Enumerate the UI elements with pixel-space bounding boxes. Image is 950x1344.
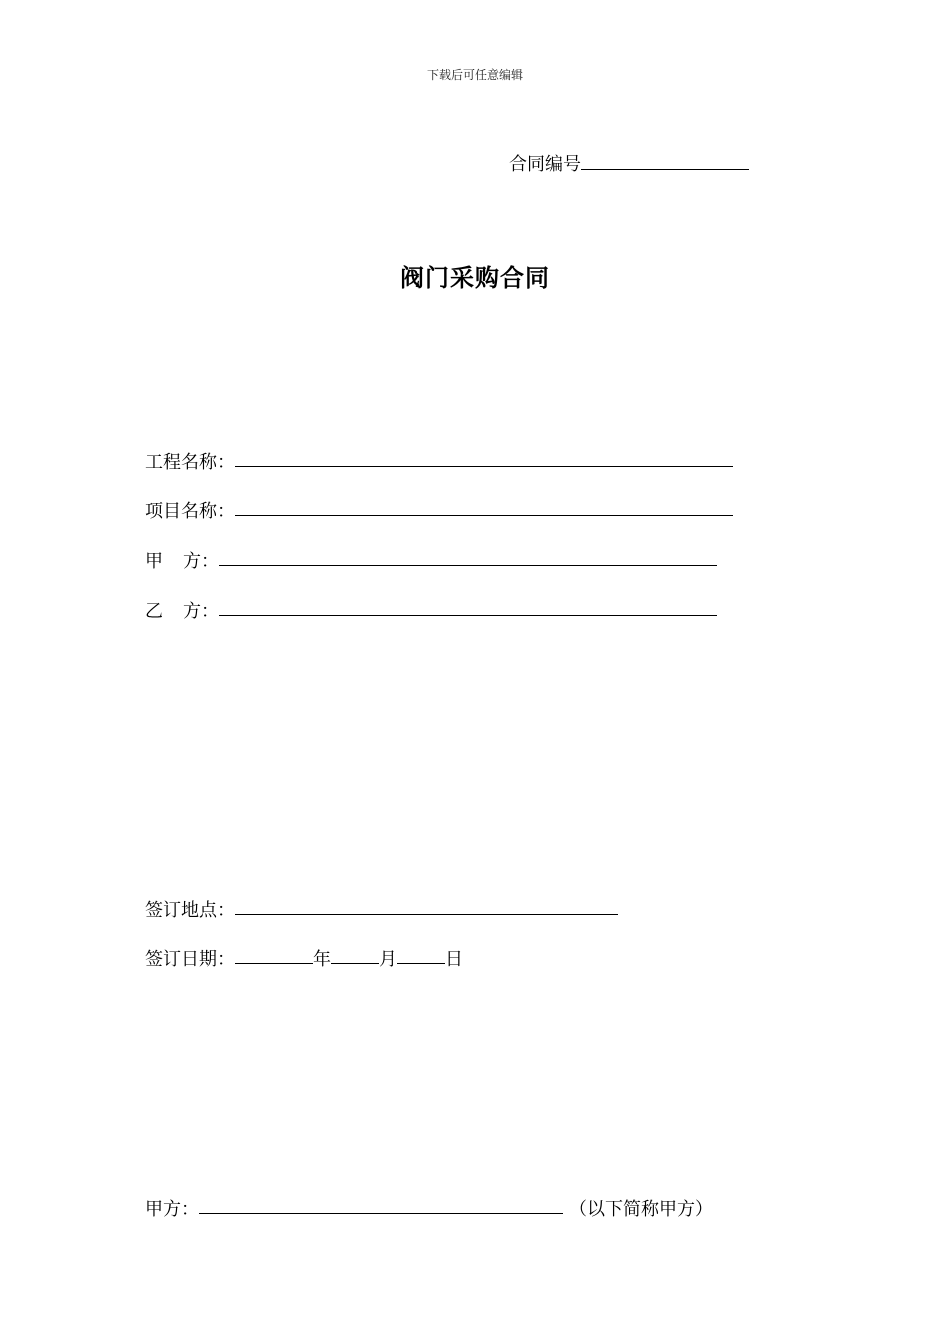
item-name-label: 项目名称： <box>145 501 235 522</box>
bottom-party-a-label: 甲方： <box>145 1199 199 1220</box>
contract-number-label: 合同编号 <box>509 154 581 175</box>
project-name-label: 工程名称： <box>145 452 235 473</box>
project-name-blank[interactable] <box>235 465 733 467</box>
party-b-label-suffix: 方： <box>183 601 219 622</box>
signing-place-blank[interactable] <box>235 913 618 915</box>
month-blank[interactable] <box>331 962 379 964</box>
bottom-party-a-note: （以下简称甲方） <box>569 1199 713 1220</box>
item-name-blank[interactable] <box>235 514 733 516</box>
bottom-party-a-blank[interactable] <box>199 1212 563 1214</box>
signing-place-label: 签订地点： <box>145 900 235 921</box>
signing-place-field <box>145 896 618 922</box>
year-blank[interactable] <box>235 962 313 964</box>
bottom-party-a-field <box>145 1195 713 1221</box>
day-blank[interactable] <box>397 962 445 964</box>
party-b-blank[interactable] <box>219 614 717 616</box>
party-a-label-char: 甲 <box>145 551 163 572</box>
signing-date-label: 签订日期： <box>145 949 235 970</box>
party-a-blank[interactable] <box>219 564 717 566</box>
party-a-label-suffix: 方： <box>183 551 219 572</box>
month-label: 月 <box>379 949 397 970</box>
contract-number <box>509 150 749 176</box>
item-name-field <box>145 497 733 523</box>
party-b-label-char: 乙 <box>145 601 163 622</box>
party-b-field <box>145 597 717 623</box>
signing-date-field <box>145 945 463 971</box>
project-name-field <box>145 448 733 474</box>
page-title: 阀门采购合同 <box>400 263 550 292</box>
year-label: 年 <box>313 949 331 970</box>
day-label: 日 <box>445 949 463 970</box>
party-a-field <box>145 547 717 573</box>
contract-number-blank[interactable] <box>581 151 749 170</box>
header-note: 下载后可任意编辑 <box>426 68 523 82</box>
